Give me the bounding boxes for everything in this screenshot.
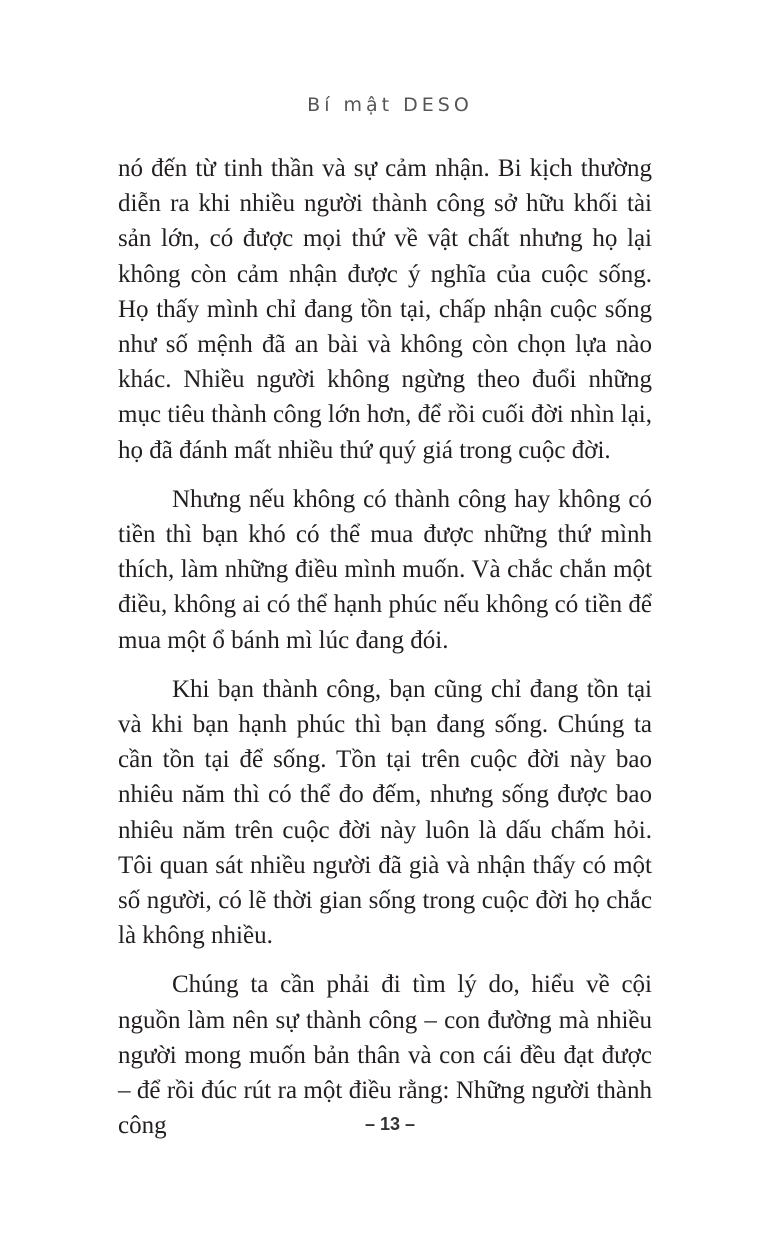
page-number: – 13 –: [364, 1114, 416, 1134]
paragraph-2: Nhưng nếu không có thành công hay không có tiền thì bạn khó có thể mua được những thứ mình thích, làm những điều mình muốn. Và chắc chắn một điều, không ai có thể hạnh phúc nếu không có tiền để mua một ổ bánh mì lúc đang đói.: [118, 485, 652, 654]
running-header: Bí mật DESO: [307, 94, 473, 116]
paragraph-3: Khi bạn thành công, bạn cũng chỉ đang tồn tại và khi bạn hạnh phúc thì bạn đang sống. Chúng ta cần tồn tại để sống. Tồn tại trên cuộc đời này bao nhiêu năm thì có thể đo đếm, nhưng sống được bao nhiêu năm trên cuộc đời này luôn là dấu chấm hỏi. Tôi quan sát nhiều người đã già và nhận thấy có một số người, có lẽ thời gian sống trong cuộc đời họ chắc là không nhiều.: [118, 675, 652, 950]
paragraph-4: Chúng ta cần phải đi tìm lý do, hiểu về cội nguồn làm nên sự thành công – con đường mà nhiều người mong muốn bản thân và con cái đều đạt được – để rồi đúc rút ra một điều rằng: Những người thành công: [118, 971, 652, 1140]
body-text: [118, 151, 652, 1157]
paragraph-1: nó đến từ tinh thần và sự cảm nhận. Bi kịch thường diễn ra khi nhiều người thành công sở hữu khối tài sản lớn, có được mọi thứ về vật chất nhưng họ lại không còn cảm nhận được ý nghĩa của cuộc sống. Họ thấy mình chỉ đang tồn tại, chấp nhận cuộc sống như số mệnh đã an bài và không còn chọn lựa nào khác. Nhiều người không ngừng theo đuổi những mục tiêu thành công lớn hơn, để rồi cuối đời nhìn lại, họ đã đánh mất nhiều thứ quý giá trong cuộc đời.: [118, 155, 652, 464]
